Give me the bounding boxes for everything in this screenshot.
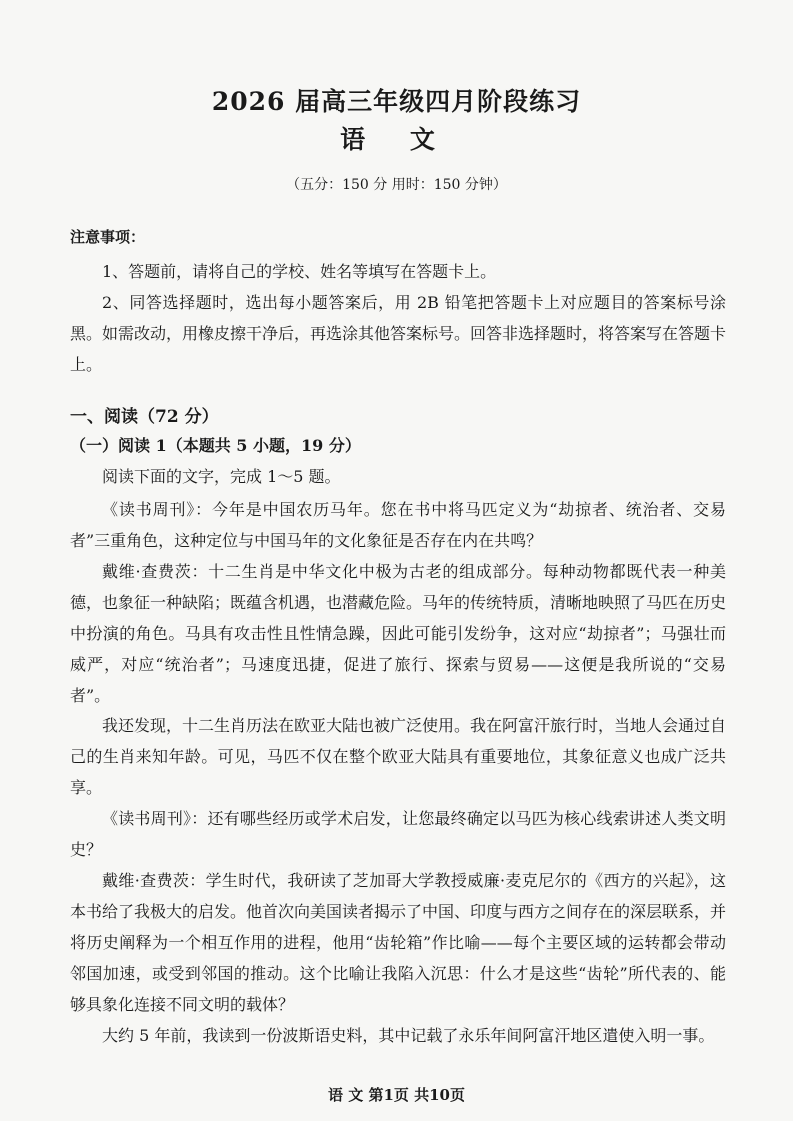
reading-instruction: 阅读下面的文字，完成 1～5 题。 bbox=[102, 467, 341, 486]
note-item-2: 2、同答选择题时，选出每小题答案后，用 2B 铅笔把答题卡上对应题目的答案标号涂黑。如需改动，用橡皮擦干净后，再选涂其他答案标号。回答非选择题时，将答案写在答题卡上。 bbox=[70, 293, 727, 374]
notes-heading: 注意事项： bbox=[70, 228, 146, 246]
subject-title: 语 文 bbox=[340, 125, 453, 154]
section-heading: 一、阅读（72 分） bbox=[70, 407, 219, 427]
passage-paragraph: 戴维·查费茨：十二生肖是中华文化中极为古老的组成部分。每种动物都既代表一种美德，也象征一种缺陷；既蕴含机遇，也潜藏危险。马年的传统特质，清晰地映照了马匹在历史中扮演的角色。马具有攻击性且性情急躁，因此可能引发纷争，这对应“劫掠者”；马强壮而威严，对应“统治者”；马速度迅捷，促进了旅行、探索与贸易——这便是我所说的“交易者”。 bbox=[70, 562, 727, 705]
passage-paragraph: 戴维·查费茨：学生时代，我研读了芝加哥大学教授威廉·麦克尼尔的《西方的兴起》，这本书给了我极大的启发。他首次向美国读者揭示了中国、印度与西方之间存在的深层联系，并将历史阐释为一个相互作用的进程，他用“齿轮箱”作比喻——每个主要区域的运转都会带动邻国加速，或受到邻国的推动。这个比喻让我陷入沉思：什么才是这些“齿轮”所代表的、能够具象化连接不同文明的载体？ bbox=[70, 871, 727, 1014]
exam-title: 2026 届高三年级四月阶段练习 bbox=[211, 87, 582, 116]
subsection-heading: （一）阅读 1（本题共 5 小题，19 分） bbox=[70, 436, 361, 455]
passage-paragraph: 《读书周刊》：还有哪些经历或学术启发，让您最终确定以马匹为核心线索讲述人类文明史？ bbox=[70, 809, 726, 859]
passage-paragraph: 我还发现，十二生肖历法在欧亚大陆也被广泛使用。我在阿富汗旅行时，当地人会通过自己的生肖来知年龄。可见，马匹不仅在整个欧亚大陆具有重要地位，其象征意义也成广泛共享。 bbox=[70, 716, 727, 797]
score-time-line: （五分：150 分 用时：150 分钟） bbox=[286, 177, 507, 193]
note-item-1: 1、答题前，请将自己的学校、姓名等填写在答题卡上。 bbox=[102, 262, 497, 281]
page-footer: 语 文 第1页 共10页 bbox=[328, 1086, 465, 1104]
passage-paragraph: 《读书周刊》：今年是中国农历马年。您在书中将马匹定义为“劫掠者、统治者、交易者”三重角色，这种定位与中国马年的文化象征是否存在内在共鸣？ bbox=[70, 500, 726, 550]
passage-paragraph: 大约 5 年前，我读到一份波斯语史料，其中记载了永乐年间阿富汗地区遣使入明一事。 bbox=[102, 1026, 715, 1045]
